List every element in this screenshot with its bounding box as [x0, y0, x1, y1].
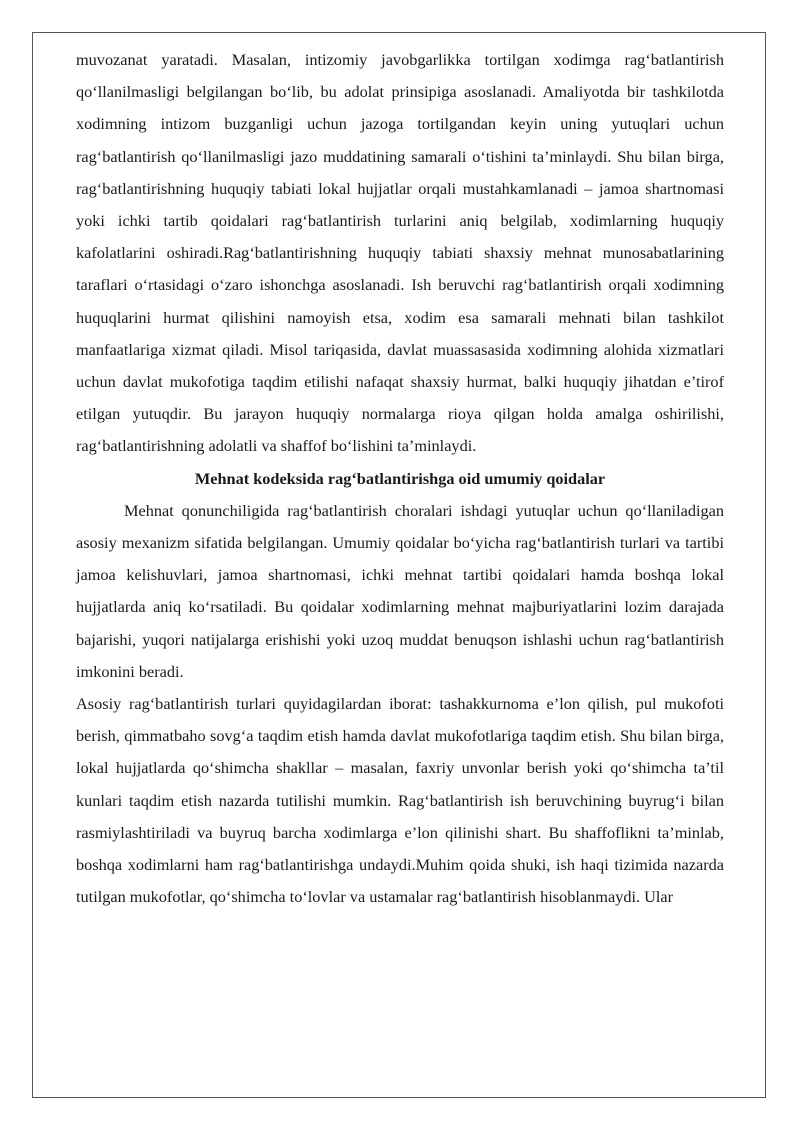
paragraph-section-1: Mehnat qonunchiligida rag‘batlantirish choralari ishdagi yutuqlar uchun qo‘llaniladigan asosiy mexanizm sifatida belgilangan. Umumiy qoidalar bo‘yicha rag‘batlantirish turlari va tartibi jamoa kelishuvlari, jamoa shartnomasi, ichki mehnat tartibi qoidalari hamda boshqa lokal hujjatlarda aniq ko‘rsatiladi. Bu qoidalar xodimlarning mehnat majburiyatlarini lozim darajada bajarishi, yuqori natijalarga erishishi yoki uzoq muddat benuqson ishlashi uchun rag‘batlantirish imkonini beradi.	[76, 500, 724, 681]
paragraph-section-2: Asosiy rag‘batlantirish turlari quyidagilardan iborat: tashakkurnoma e’lon qilish, pul mukofoti berish, qimmatbaho sovg‘a taqdim etish hamda davlat mukofotlariga taqdim etish. Shu bilan birga, lokal hujjatlarda qo‘shimcha shakllar – masalan, faxriy unvonlar berish yoki qo‘shimcha ta’til kunlari taqdim etish nazarda tutilishi mumkin. Rag‘batlantirish ish beruvchining buyrug‘i bilan rasmiylashtiriladi va buyruq barcha xodimlarga e’lon qilinishi shart. Bu shaffoflikni ta’minlab, boshqa xodimlarni ham rag‘batlantirishga undaydi.Muhim qoida shuki, ish haqi tizimida nazarda tutilgan mukofotlar, qo‘shimcha to‘lovlar va ustamalar rag‘batlantirish hisoblanmaydi. Ular	[76, 694, 724, 907]
document-body	[76, 44, 724, 913]
paragraph-intro: muvozanat yaratadi. Masalan, intizomiy javobgarlikka tortilgan xodimga rag‘batlantirish qo‘llanilmasligi belgilangan bo‘lib, bu adolat prinsipiga asoslanadi. Amaliyotda bir tashkilotda xodimning intizom buzganligi uchun jazoga tortilgandan keyin uning yutuqlari uchun rag‘batlantirish qo‘llanilmasligi jazo muddatining samarali o‘tishini ta’minlaydi. Shu bilan birga, rag‘batlantirishning huquqiy tabiati lokal hujjatlar orqali mustahkamlanadi – jamoa shartnomasi yoki ichki tartib qoidalari rag‘batlantirish turlarini aniq belgilab, xodimlarning huquqiy kafolatlarini oshiradi.Rag‘batlantirishning huquqiy tabiati shaxsiy mehnat munosabatlarining taraflari o‘rtasidagi o‘zaro ishonchga asoslanadi. Ish beruvchi rag‘batlantirish orqali xodimning huquqlarini hurmat qilishini namoyish etsa, xodim esa samarali mehnati bilan tashkilot manfaatlariga xizmat qiladi. Misol tariqasida, davlat muassasasida xodimning alohida xizmatlari uchun davlat mukofotiga taqdim etilishi nafaqat shaxsiy hurmat, balki huquqiy jihatdan e’tirof etilgan yutuqdir. Bu jarayon huquqiy normalarga rioya qilgan holda amalga oshirilishi, rag‘batlantirishning adolatli va shaffof bo‘lishini ta’minlaydi.	[76, 50, 724, 456]
section-heading: Mehnat kodeksida rag‘batlantirishga oid umumiy qoidalar	[194, 468, 606, 488]
